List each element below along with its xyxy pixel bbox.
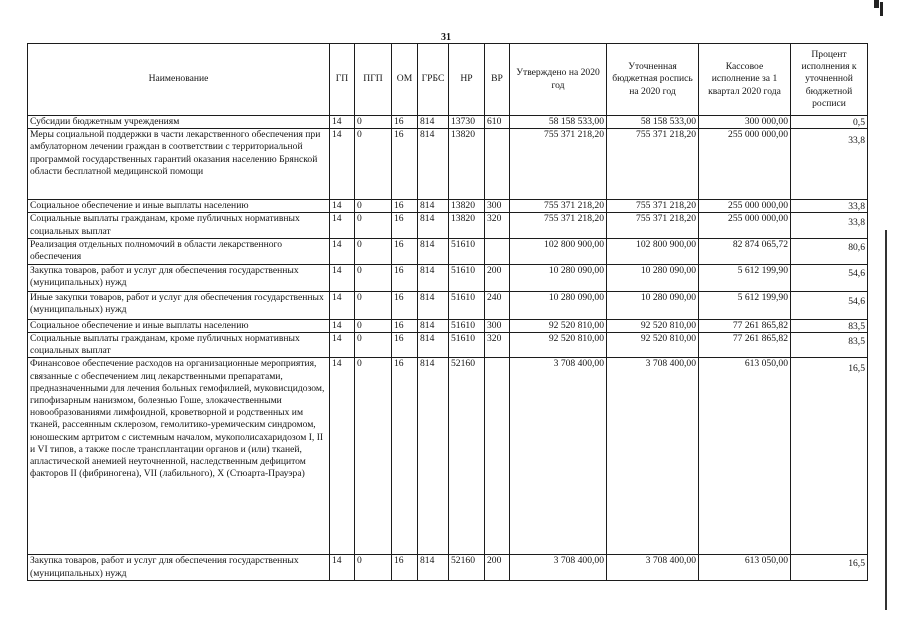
row-np: 51610 bbox=[449, 264, 485, 291]
row-name: Финансовое обеспечение расходов на организационные мероприятия, связанные с обеспечением лиц лекарственными препаратами, предназначенными для лечения больных гемофилией, муковисцидозом, гипофизарным нанизмом, болезнью Гоше, злокачественными новообразованиями лимфоидной, кроветворной и родственных им тканей, рассеянным склерозом, гемолитико-уремическим синдромом, юношеским артритом с системным началом, мукополисахаридозом I, II и VI типов, а также после трансплантации органов и (или) тканей, апластической анемией неуточненной, наследственным дефицитом факторов II (фибриногена), VII (лабильного), X (Стюарта-Прауэра) bbox=[28, 358, 330, 555]
row-vr bbox=[485, 238, 510, 264]
table-row bbox=[28, 200, 868, 213]
row-refined: 755 371 218,20 bbox=[607, 213, 699, 238]
header-pgp: ПГП bbox=[355, 44, 392, 116]
row-approved: 755 371 218,20 bbox=[510, 129, 607, 200]
row-grbs: 814 bbox=[418, 319, 449, 332]
row-np: 52160 bbox=[449, 358, 485, 555]
row-vr: 200 bbox=[485, 555, 510, 580]
row-grbs: 814 bbox=[418, 291, 449, 319]
row-approved: 92 520 810,00 bbox=[510, 333, 607, 358]
row-percent: 16,5 bbox=[791, 358, 868, 555]
row-cash: 5 612 199,90 bbox=[699, 291, 791, 319]
row-grbs: 814 bbox=[418, 555, 449, 580]
row-cash: 5 612 199,90 bbox=[699, 264, 791, 291]
row-np: 51610 bbox=[449, 291, 485, 319]
table-row bbox=[28, 291, 868, 319]
row-name: Закупка товаров, работ и услуг для обеспечения государственных (муниципальных) нужд bbox=[28, 264, 330, 291]
row-pgp: 0 bbox=[355, 116, 392, 129]
budget-execution-table bbox=[27, 43, 868, 581]
row-om: 16 bbox=[392, 129, 418, 200]
table-row bbox=[28, 333, 868, 358]
row-pgp: 0 bbox=[355, 319, 392, 332]
row-gp: 14 bbox=[330, 319, 355, 332]
row-vr: 320 bbox=[485, 333, 510, 358]
row-om: 16 bbox=[392, 358, 418, 555]
row-np: 13820 bbox=[449, 200, 485, 213]
header-grbs: ГРБС bbox=[418, 44, 449, 116]
header-cash: Кассовое исполнение за 1 квартал 2020 года bbox=[699, 44, 791, 116]
row-vr: 300 bbox=[485, 200, 510, 213]
header-refined: Уточненная бюджетная роспись на 2020 год bbox=[607, 44, 699, 116]
row-vr: 240 bbox=[485, 291, 510, 319]
row-gp: 14 bbox=[330, 129, 355, 200]
row-name: Реализация отдельных полномочий в области лекарственного обеспечения bbox=[28, 238, 330, 264]
row-om: 16 bbox=[392, 116, 418, 129]
row-pgp: 0 bbox=[355, 555, 392, 580]
row-approved: 755 371 218,20 bbox=[510, 213, 607, 238]
header-percent: Процент исполнения к уточненной бюджетной росписи bbox=[791, 44, 868, 116]
table-row bbox=[28, 213, 868, 238]
row-gp: 14 bbox=[330, 264, 355, 291]
row-np: 51610 bbox=[449, 333, 485, 358]
row-approved: 92 520 810,00 bbox=[510, 319, 607, 332]
row-grbs: 814 bbox=[418, 129, 449, 200]
row-refined: 3 708 400,00 bbox=[607, 555, 699, 580]
header-name: Наименование bbox=[28, 44, 330, 116]
row-approved: 755 371 218,20 bbox=[510, 200, 607, 213]
row-grbs: 814 bbox=[418, 333, 449, 358]
row-approved: 102 800 900,00 bbox=[510, 238, 607, 264]
row-percent: 83,5 bbox=[791, 333, 868, 358]
row-approved: 10 280 090,00 bbox=[510, 291, 607, 319]
row-pgp: 0 bbox=[355, 238, 392, 264]
row-gp: 14 bbox=[330, 555, 355, 580]
row-refined: 3 708 400,00 bbox=[607, 358, 699, 555]
row-refined: 755 371 218,20 bbox=[607, 129, 699, 200]
row-name: Социальные выплаты гражданам, кроме публичных нормативных социальных выплат bbox=[28, 213, 330, 238]
row-percent: 33,8 bbox=[791, 129, 868, 200]
header-vr: ВР bbox=[485, 44, 510, 116]
row-np: 51610 bbox=[449, 319, 485, 332]
row-np: 13820 bbox=[449, 213, 485, 238]
row-percent-value: 0,5 bbox=[853, 117, 865, 128]
scan-edge-mark bbox=[874, 0, 879, 8]
row-om: 16 bbox=[392, 333, 418, 358]
row-name: Закупка товаров, работ и услуг для обеспечения государственных (муниципальных) нужд bbox=[28, 555, 330, 580]
row-percent: 54,6 bbox=[791, 291, 868, 319]
row-percent: 54,6 bbox=[791, 264, 868, 291]
table-row bbox=[28, 358, 868, 555]
row-grbs: 814 bbox=[418, 264, 449, 291]
table-row bbox=[28, 555, 868, 580]
row-om: 16 bbox=[392, 555, 418, 580]
row-cash: 255 000 000,00 bbox=[699, 129, 791, 200]
table-header-row bbox=[28, 44, 868, 116]
row-name: Социальное обеспечение и иные выплаты населению bbox=[28, 200, 330, 213]
row-percent-value: 33,8 bbox=[848, 201, 865, 213]
row-vr bbox=[485, 129, 510, 200]
row-approved: 3 708 400,00 bbox=[510, 358, 607, 555]
row-cash: 77 261 865,82 bbox=[699, 319, 791, 332]
table-row bbox=[28, 129, 868, 200]
row-percent: 16,5 bbox=[791, 555, 868, 580]
row-gp: 14 bbox=[330, 213, 355, 238]
row-om: 16 bbox=[392, 264, 418, 291]
header-approved: Утверждено на 2020 год bbox=[510, 44, 607, 116]
row-name: Социальное обеспечение и иные выплаты населению bbox=[28, 319, 330, 332]
scan-edge-line bbox=[885, 230, 887, 610]
row-pgp: 0 bbox=[355, 264, 392, 291]
header-om: ОМ bbox=[392, 44, 418, 116]
row-pgp: 0 bbox=[355, 129, 392, 200]
row-cash: 613 050,00 bbox=[699, 358, 791, 555]
row-cash: 255 000 000,00 bbox=[699, 200, 791, 213]
row-approved: 58 158 533,00 bbox=[510, 116, 607, 129]
row-cash: 77 261 865,82 bbox=[699, 333, 791, 358]
row-refined: 58 158 533,00 bbox=[607, 116, 699, 129]
row-refined: 755 371 218,20 bbox=[607, 200, 699, 213]
page-number: 31 bbox=[441, 32, 451, 43]
row-refined: 102 800 900,00 bbox=[607, 238, 699, 264]
row-gp: 14 bbox=[330, 200, 355, 213]
row-grbs: 814 bbox=[418, 238, 449, 264]
row-pgp: 0 bbox=[355, 358, 392, 555]
row-name: Меры социальной поддержки в части лекарственного обеспечения при амбулаторном лечении граждан в соответствии с территориальной программой государственных гарантий оказания населению Брянской области бесплатной медицинской помощи bbox=[28, 129, 330, 200]
row-name: Иные закупки товаров, работ и услуг для обеспечения государственных (муниципальных) нужд bbox=[28, 291, 330, 319]
row-percent: 80,6 bbox=[791, 238, 868, 264]
row-percent bbox=[791, 319, 868, 332]
row-cash: 82 874 065,72 bbox=[699, 238, 791, 264]
table-row bbox=[28, 264, 868, 291]
row-cash: 255 000 000,00 bbox=[699, 213, 791, 238]
row-percent bbox=[791, 200, 868, 213]
row-om: 16 bbox=[392, 200, 418, 213]
row-np: 13730 bbox=[449, 116, 485, 129]
table-row bbox=[28, 116, 868, 129]
table-row bbox=[28, 319, 868, 332]
row-refined: 10 280 090,00 bbox=[607, 264, 699, 291]
row-om: 16 bbox=[392, 319, 418, 332]
row-pgp: 0 bbox=[355, 200, 392, 213]
row-vr: 200 bbox=[485, 264, 510, 291]
table-body bbox=[28, 116, 868, 581]
row-cash: 300 000,00 bbox=[699, 116, 791, 129]
row-gp: 14 bbox=[330, 238, 355, 264]
row-vr: 300 bbox=[485, 319, 510, 332]
row-percent: 33,8 bbox=[791, 213, 868, 238]
row-pgp: 0 bbox=[355, 333, 392, 358]
row-om: 16 bbox=[392, 291, 418, 319]
row-approved: 10 280 090,00 bbox=[510, 264, 607, 291]
row-vr bbox=[485, 358, 510, 555]
row-gp: 14 bbox=[330, 333, 355, 358]
row-vr: 610 bbox=[485, 116, 510, 129]
header-gp: ГП bbox=[330, 44, 355, 116]
row-percent-value: 83,5 bbox=[848, 320, 865, 332]
table-row bbox=[28, 238, 868, 264]
row-gp: 14 bbox=[330, 116, 355, 129]
row-np: 51610 bbox=[449, 238, 485, 264]
row-percent bbox=[791, 116, 868, 129]
row-name: Субсидии бюджетным учреждениям bbox=[28, 116, 330, 129]
row-grbs: 814 bbox=[418, 358, 449, 555]
row-refined: 92 520 810,00 bbox=[607, 319, 699, 332]
row-pgp: 0 bbox=[355, 213, 392, 238]
row-grbs: 814 bbox=[418, 200, 449, 213]
row-vr: 320 bbox=[485, 213, 510, 238]
header-np: НР bbox=[449, 44, 485, 116]
row-approved: 3 708 400,00 bbox=[510, 555, 607, 580]
row-np: 13820 bbox=[449, 129, 485, 200]
row-gp: 14 bbox=[330, 291, 355, 319]
scan-edge-mark bbox=[880, 2, 883, 16]
row-om: 16 bbox=[392, 213, 418, 238]
row-grbs: 814 bbox=[418, 116, 449, 129]
row-refined: 10 280 090,00 bbox=[607, 291, 699, 319]
row-om: 16 bbox=[392, 238, 418, 264]
row-grbs: 814 bbox=[418, 213, 449, 238]
row-np: 52160 bbox=[449, 555, 485, 580]
row-gp: 14 bbox=[330, 358, 355, 555]
row-name: Социальные выплаты гражданам, кроме публичных нормативных социальных выплат bbox=[28, 333, 330, 358]
row-cash: 613 050,00 bbox=[699, 555, 791, 580]
row-refined: 92 520 810,00 bbox=[607, 333, 699, 358]
row-pgp: 0 bbox=[355, 291, 392, 319]
